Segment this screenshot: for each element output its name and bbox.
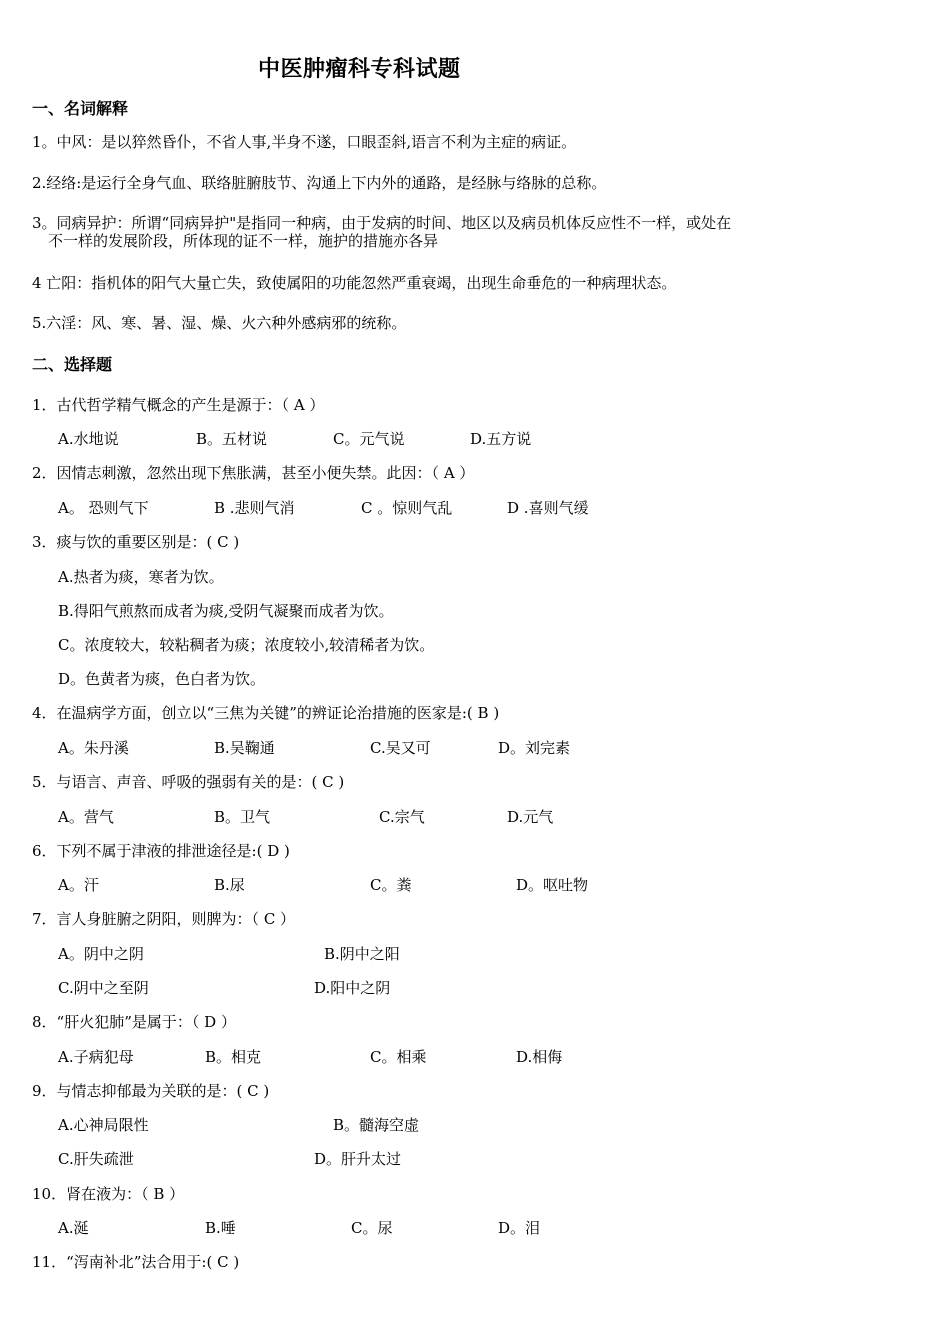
question-2-option-c: C 。惊则气乱 (361, 499, 453, 517)
question-2-option-a: A。 恐则气下 (58, 499, 149, 517)
question-7-option-c: C.阴中之至阴 (58, 979, 149, 997)
question-3-option-a: A.热者为痰，寒者为饮。 (58, 568, 224, 586)
question-8-option-a: A.子病犯母 (58, 1048, 134, 1066)
definition-item-1: 1。中风：是以猝然昏仆，不省人事,半身不遂，口眼歪斜,语言不利为主症的病证。 (32, 133, 577, 151)
question-4-option-c: C.吴又可 (370, 739, 431, 757)
question-7-option-a: A。阴中之阴 (58, 945, 144, 963)
question-9-option-b: B。髓海空虚 (333, 1116, 420, 1134)
question-4-option-d: D。刘完素 (498, 739, 571, 757)
question-1-option-a: A.水地说 (58, 430, 119, 448)
question-5-option-d: D.元气 (507, 808, 554, 826)
question-7-option-b: B.阴中之阳 (324, 945, 400, 963)
question-9-option-c: C.肝失疏泄 (58, 1150, 134, 1168)
question-5: 5．与语言、声音、呼吸的强弱有关的是：( C ) (32, 773, 345, 791)
question-6-option-b: B.尿 (214, 876, 245, 894)
question-3-option-c: C。浓度较大，较粘稠者为痰；浓度较小,较清稀者为饮。 (58, 636, 435, 654)
question-9-option-a: A.心神局限性 (58, 1116, 149, 1134)
question-8-option-c: C。相乘 (370, 1048, 427, 1066)
question-8-option-b: B。相克 (205, 1048, 262, 1066)
question-10-option-c: C。尿 (351, 1219, 393, 1237)
definition-item-3-continued: 不一样的发展阶段，所体现的证不一样，施护的措施亦各异 (48, 232, 439, 250)
question-1: 1．古代哲学精气概念的产生是源于：（ A ） (32, 396, 325, 414)
question-3-option-b: B.得阳气煎熬而成者为痰,受阴气凝聚而成者为饮。 (58, 602, 394, 620)
question-11: 11．“泻南补北”法合用于:( C ) (32, 1253, 240, 1271)
question-10-option-d: D。泪 (498, 1219, 541, 1237)
question-2-option-d: D .喜则气缓 (507, 499, 589, 517)
question-5-option-c: C.宗气 (379, 808, 425, 826)
question-10: 10．肾在液为：（ B ） (32, 1185, 185, 1203)
question-6-option-a: A。汗 (58, 876, 99, 894)
definition-item-2: 2.经络:是运行全身气血、联络脏腑肢节、沟通上下内外的通路，是经脉与络脉的总称。 (32, 174, 607, 192)
section-heading-definitions: 一、名词解释 (32, 99, 129, 118)
question-5-option-b: B。卫气 (214, 808, 271, 826)
definition-item-3: 3。同病异护：所谓“同病异护"是指同一种病，由于发病的时间、地区以及病员机体反应性不一样，或处在 (32, 214, 732, 232)
question-6: 6．下列不属于津液的排泄途径是:( D ) (32, 842, 290, 860)
section-heading-choice: 二、选择题 (32, 355, 113, 374)
question-5-option-a: A。营气 (58, 808, 114, 826)
question-9: 9．与情志抑郁最为关联的是：( C ) (32, 1082, 270, 1100)
question-2: 2．因情志刺激，忽然出现下焦胀满，甚至小便失禁。此因：（ A ） (32, 464, 475, 482)
question-1-option-d: D.五方说 (470, 430, 532, 448)
question-2-option-b: B .悲则气消 (214, 499, 295, 517)
question-9-option-d: D。肝升太过 (314, 1150, 402, 1168)
question-1-option-b: B。五材说 (196, 430, 268, 448)
question-10-option-a: A.涎 (58, 1219, 89, 1237)
question-4-option-b: B.吴鞠通 (214, 739, 275, 757)
question-1-option-c: C。元气说 (333, 430, 405, 448)
question-8: 8．“肝火犯肺”是属于：（ D ） (32, 1013, 236, 1031)
question-6-option-d: D。呕吐物 (516, 876, 589, 894)
question-7-option-d: D.阳中之阴 (314, 979, 391, 997)
question-6-option-c: C。粪 (370, 876, 412, 894)
page-title: 中医肿瘤科专科试题 (258, 57, 461, 82)
question-8-option-d: D.相侮 (516, 1048, 563, 1066)
question-4-option-a: A。朱丹溪 (58, 739, 129, 757)
question-3-option-d: D。色黄者为痰，色白者为饮。 (58, 670, 266, 688)
definition-item-4: 4 亡阳：指机体的阳气大量亡失，致使属阳的功能忽然严重衰竭，出现生命垂危的一种病理状态。 (32, 274, 677, 292)
question-10-option-b: B.唾 (205, 1219, 236, 1237)
question-4: 4．在温病学方面，创立以“三焦为关键”的辨证论治措施的医家是:( B ) (32, 704, 500, 722)
question-3: 3．痰与饮的重要区别是：( C ) (32, 533, 240, 551)
question-7: 7．言人身脏腑之阴阳，则脾为：（ C ） (32, 910, 296, 928)
definition-item-5: 5.六淫：风、寒、暑、湿、燥、火六种外感病邪的统称。 (32, 314, 407, 332)
